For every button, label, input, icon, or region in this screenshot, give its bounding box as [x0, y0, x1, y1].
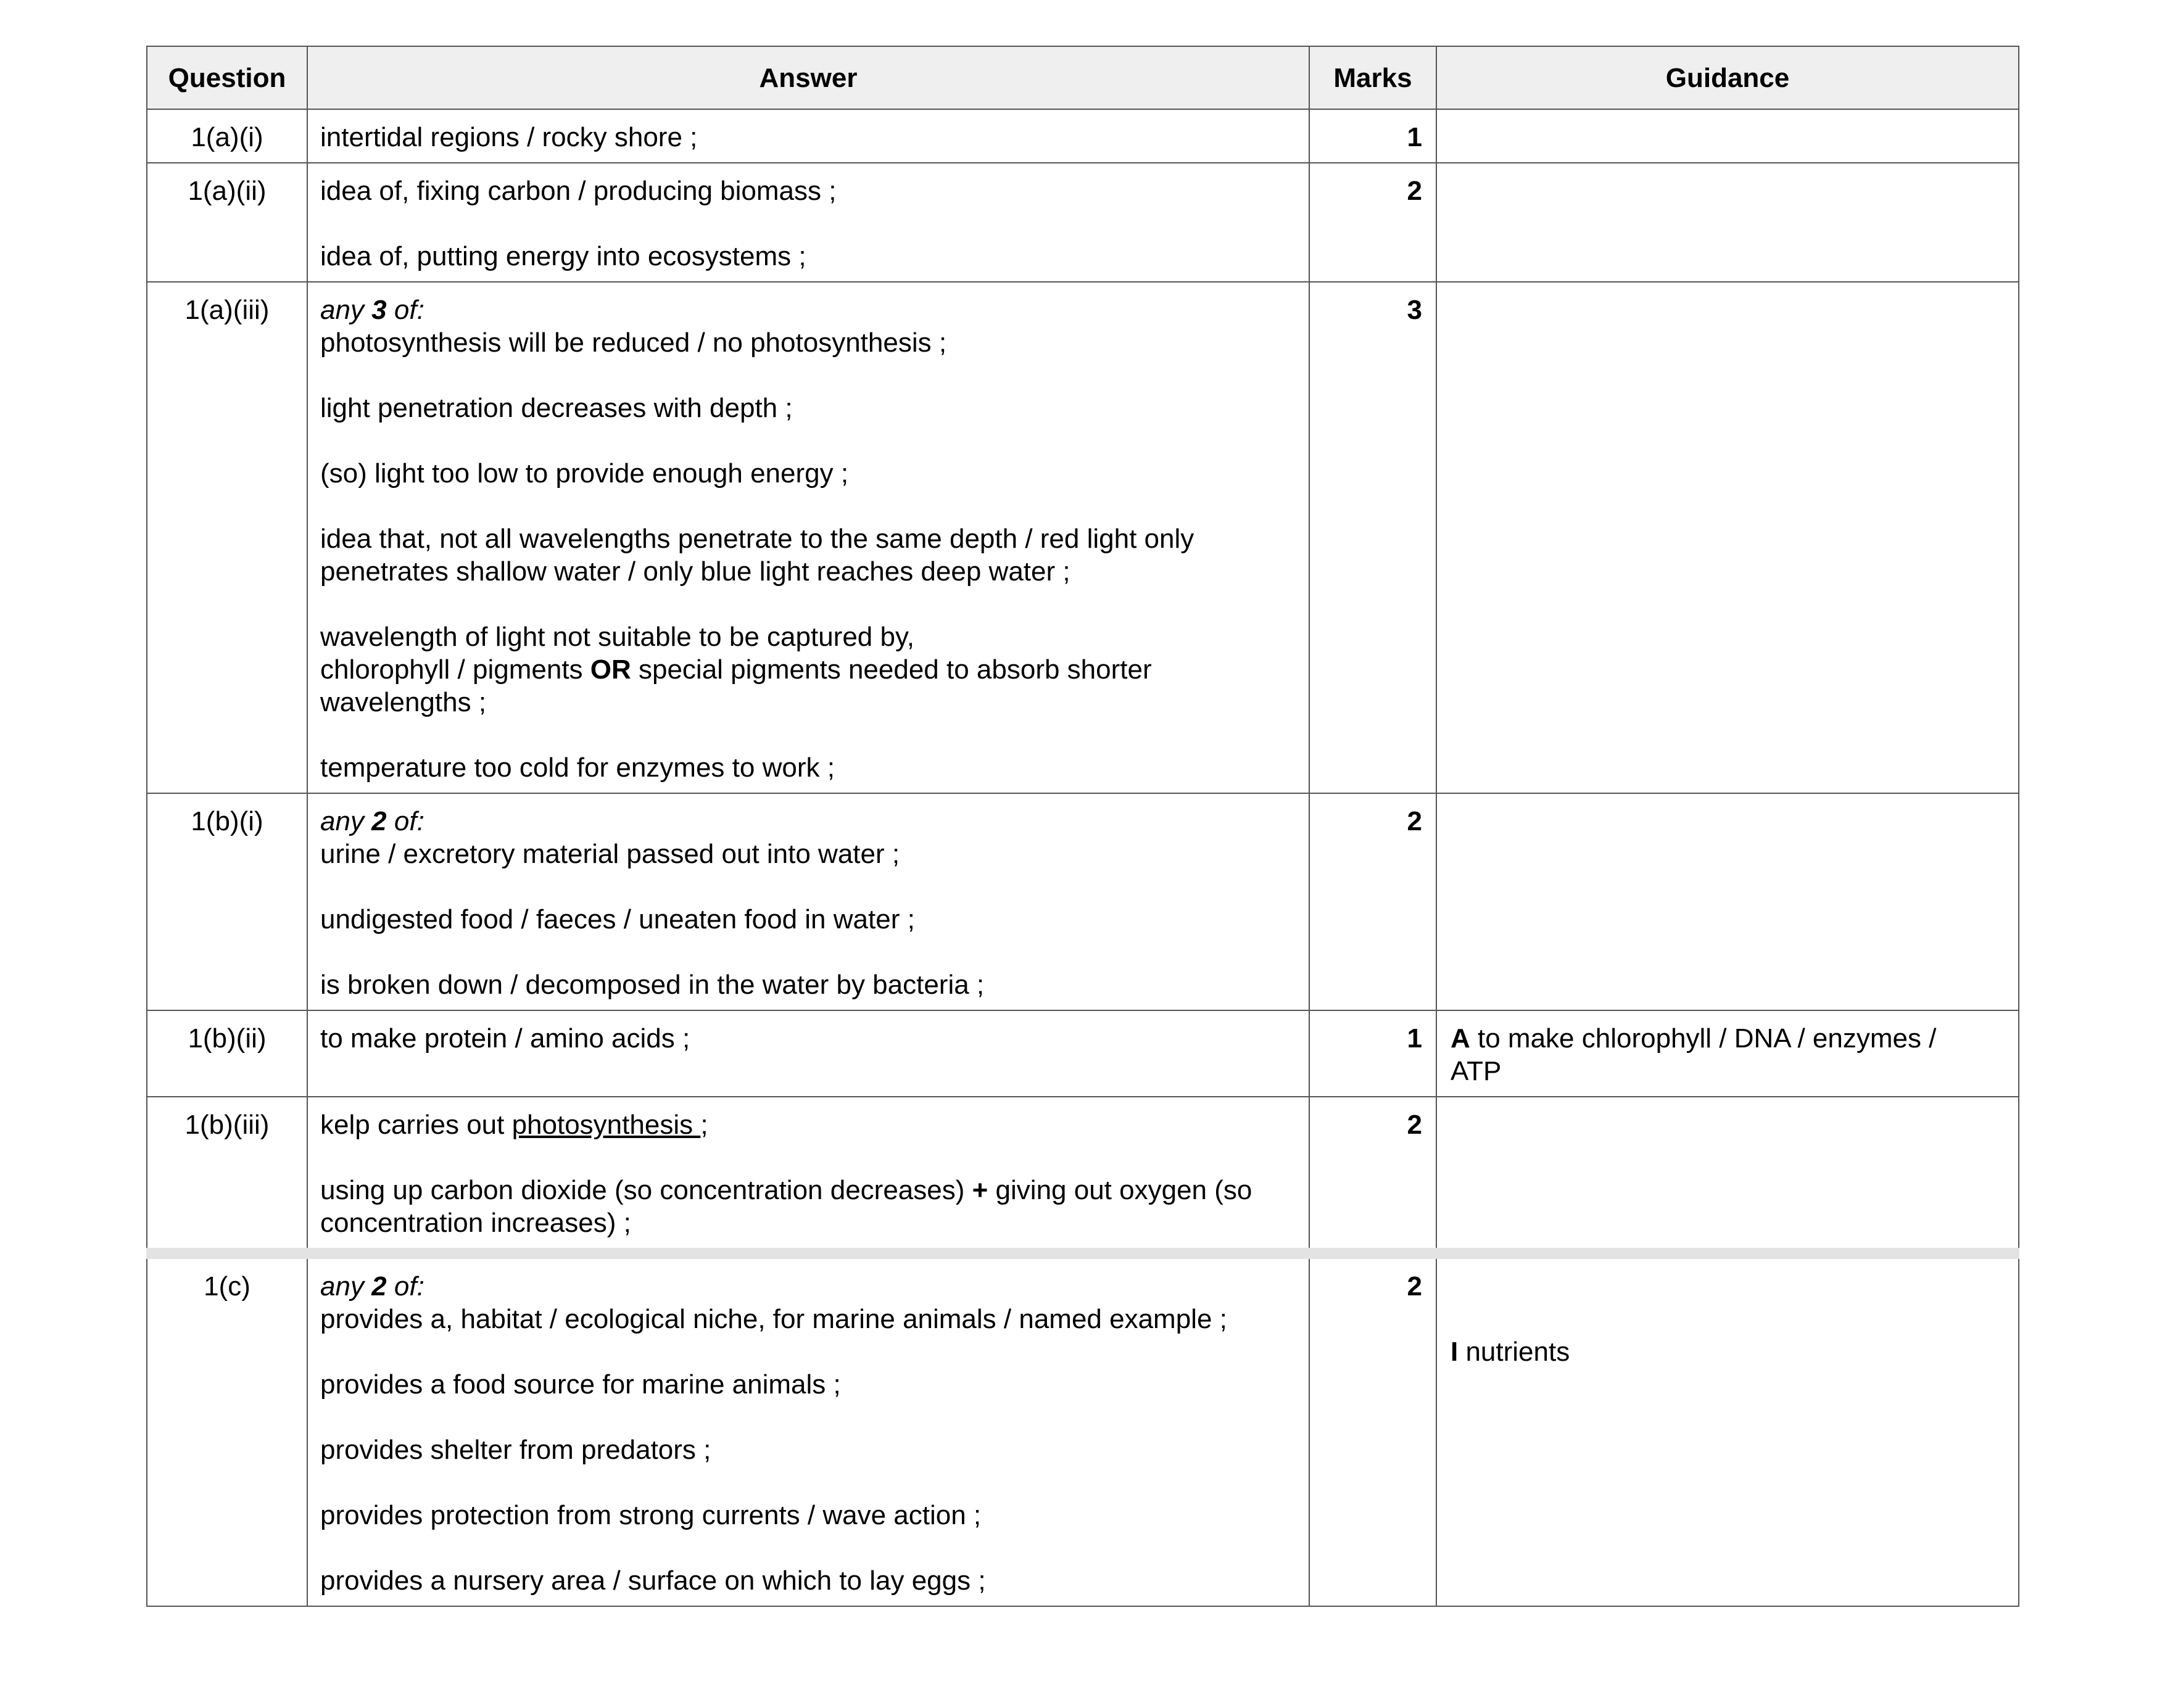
- question-number: 1(a)(iii): [147, 282, 307, 793]
- answer-line: concentration increases) ;: [320, 1208, 631, 1238]
- table-row: [147, 1097, 2019, 1253]
- answer-line: provides a nursery area / surface on which to lay eggs ;: [320, 1566, 986, 1596]
- answer-cell: [307, 1097, 1309, 1253]
- answer-cell: [307, 1253, 1309, 1606]
- answer-line: idea of, fixing carbon / producing biomass ;: [320, 176, 837, 206]
- mark-scheme-table: [146, 46, 2019, 1607]
- answer-line: wavelength of light not suitable to be captured by,: [320, 622, 914, 652]
- answer-line: urine / excretory material passed out into water ;: [320, 839, 900, 869]
- answer-cell: [307, 282, 1309, 793]
- header-guidance: Guidance: [1436, 46, 2019, 109]
- guidance-cell: [1436, 163, 2019, 282]
- table-row: [147, 1010, 2019, 1097]
- answer-line: idea that, not all wavelengths penetrate to the same depth / red light only: [320, 524, 1194, 554]
- marks-cell: 2: [1309, 1097, 1436, 1253]
- guidance-line: A to make chlorophyll / DNA / enzymes /: [1451, 1023, 1937, 1054]
- answer-intro: any 2 of:: [320, 806, 424, 836]
- answer-line: intertidal regions / rocky shore ;: [320, 122, 698, 152]
- answer-line: is broken down / decomposed in the water by bacteria ;: [320, 970, 985, 1000]
- marks-cell: 2: [1309, 163, 1436, 282]
- answer-line: provides shelter from predators ;: [320, 1435, 711, 1465]
- guidance-line: ATP: [1451, 1056, 1502, 1086]
- answer-line: provides protection from strong currents / wave action ;: [320, 1500, 982, 1530]
- marks-cell: 2: [1309, 793, 1436, 1010]
- guidance-cell: [1436, 1097, 2019, 1253]
- answer-line: temperature too cold for enzymes to work ;: [320, 753, 835, 783]
- header-row: [147, 46, 2019, 109]
- table-row: [147, 109, 2019, 163]
- table-row: [147, 163, 2019, 282]
- answer-cell: [307, 1010, 1309, 1097]
- table-row: [147, 1253, 2019, 1606]
- question-number: 1(b)(i): [147, 793, 307, 1010]
- guidance-cell: [1436, 793, 2019, 1010]
- answer-line: provides a food source for marine animals ;: [320, 1369, 841, 1400]
- answer-intro: any 2 of:: [320, 1271, 424, 1302]
- header-marks: Marks: [1309, 46, 1436, 109]
- answer-line: to make protein / amino acids ;: [320, 1023, 690, 1054]
- answer-line: kelp carries out photosynthesis ;: [320, 1110, 708, 1140]
- header-question: Question: [147, 46, 307, 109]
- table-row: [147, 282, 2019, 793]
- table-row: [147, 793, 2019, 1010]
- answer-cell: [307, 163, 1309, 282]
- question-number: 1(b)(ii): [147, 1010, 307, 1097]
- answer-line: photosynthesis will be reduced / no photosynthesis ;: [320, 328, 947, 358]
- guidance-line: I nutrients: [1451, 1337, 1570, 1367]
- marks-cell: 3: [1309, 282, 1436, 793]
- answer-line: undigested food / faeces / uneaten food in water ;: [320, 904, 915, 934]
- marks-cell: 1: [1309, 1010, 1436, 1097]
- question-number: 1(b)(iii): [147, 1097, 307, 1253]
- guidance-cell: [1436, 109, 2019, 163]
- answer-line: chlorophyll / pigments OR special pigments needed to absorb shorter: [320, 654, 1152, 685]
- answer-intro: any 3 of:: [320, 295, 424, 325]
- answer-line: (so) light too low to provide enough energy ;: [320, 458, 849, 489]
- question-number: 1(a)(i): [147, 109, 307, 163]
- question-number: 1(c): [147, 1253, 307, 1606]
- guidance-cell: [1436, 1253, 2019, 1606]
- answer-line: penetrates shallow water / only blue light reaches deep water ;: [320, 556, 1070, 587]
- marks-cell: 2: [1309, 1253, 1436, 1606]
- header-answer: Answer: [307, 46, 1309, 109]
- guidance-cell: [1436, 1010, 2019, 1097]
- answer-line: provides a, habitat / ecological niche, for marine animals / named example ;: [320, 1304, 1227, 1334]
- answer-cell: [307, 109, 1309, 163]
- answer-line: idea of, putting energy into ecosystems ;: [320, 241, 806, 271]
- marks-cell: 1: [1309, 109, 1436, 163]
- answer-line: wavelengths ;: [320, 687, 487, 717]
- answer-line: using up carbon dioxide (so concentration decreases) + giving out oxygen (so: [320, 1175, 1252, 1205]
- guidance-cell: [1436, 282, 2019, 793]
- answer-cell: [307, 793, 1309, 1010]
- question-number: 1(a)(ii): [147, 163, 307, 282]
- answer-line: light penetration decreases with depth ;: [320, 393, 793, 423]
